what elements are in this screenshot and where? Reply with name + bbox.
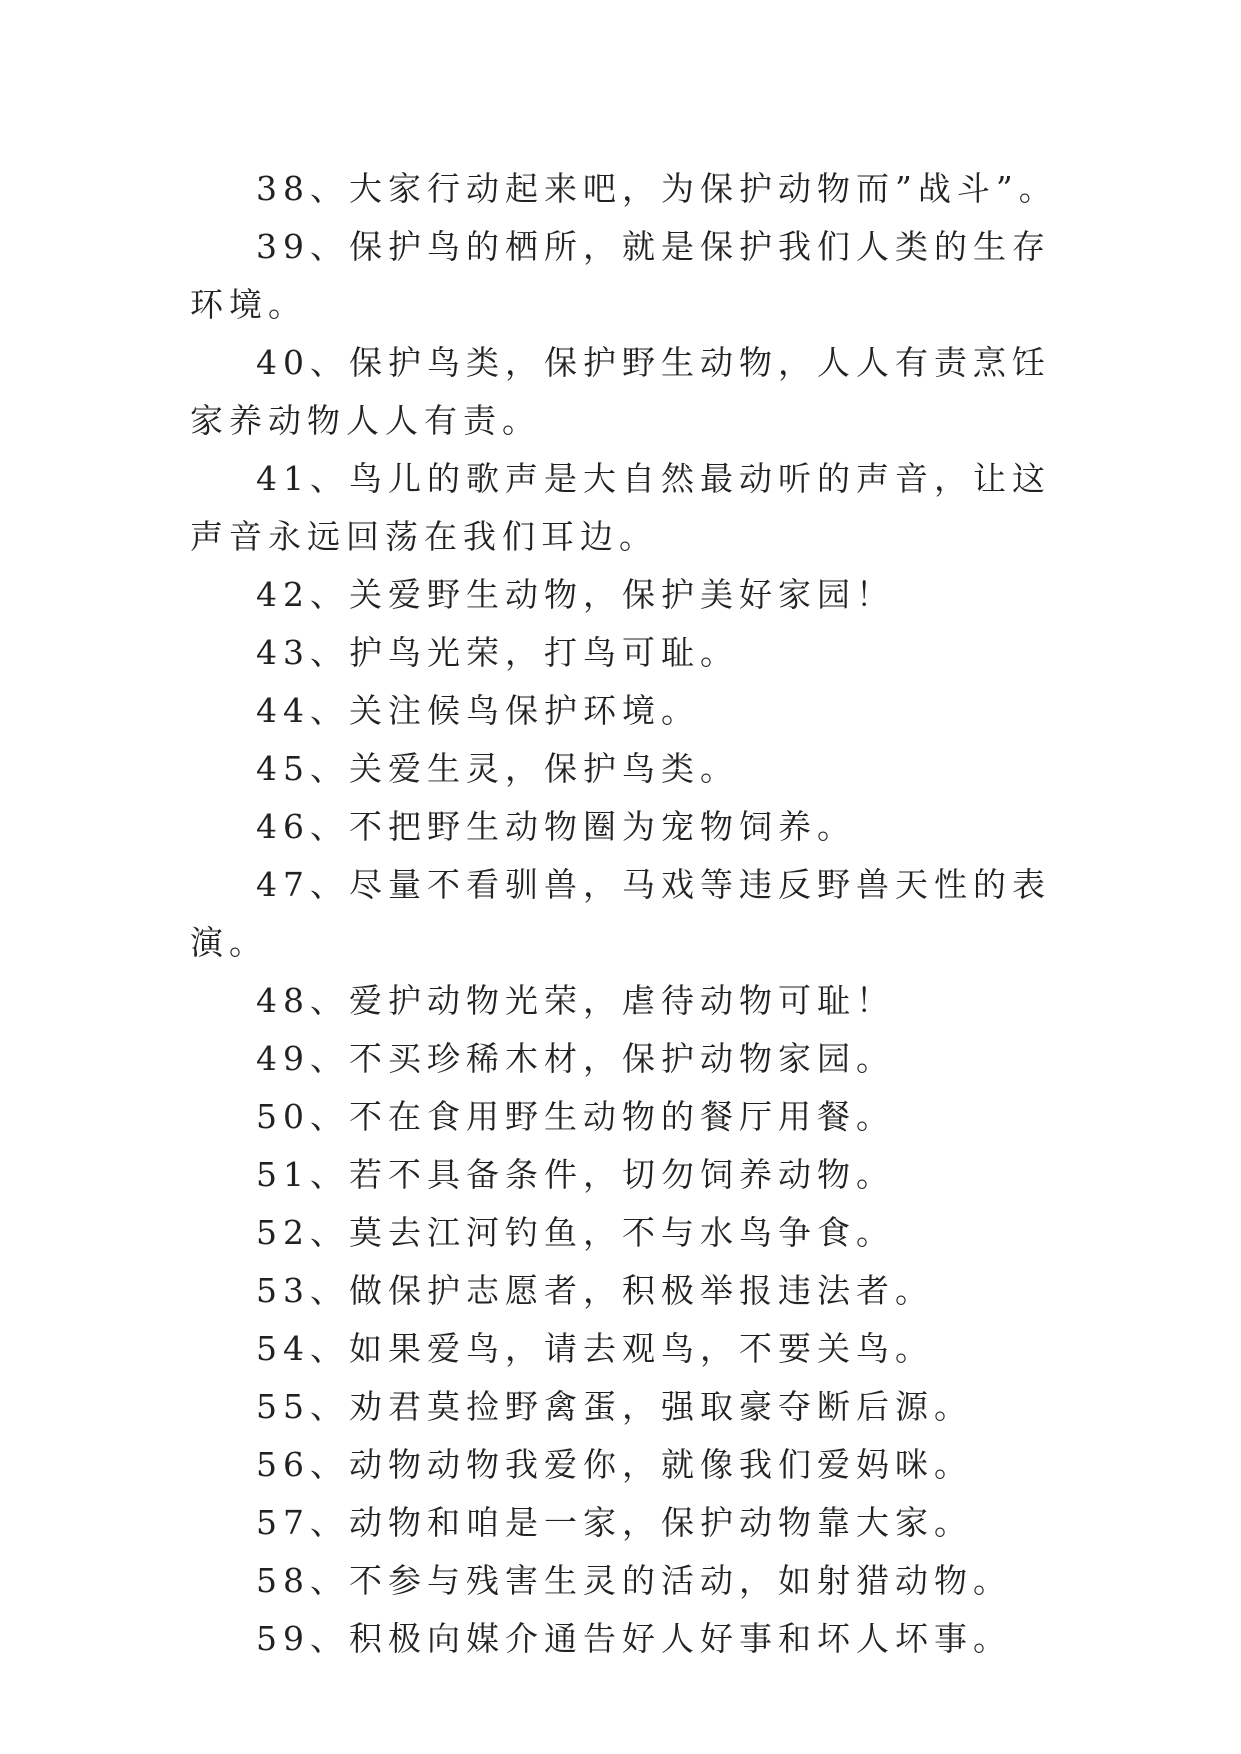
paragraph-54: 54、如果爱鸟，请去观鸟，不要关鸟。: [256, 1329, 934, 1368]
paragraph-39: 39、保护鸟的栖所，就是保护我们人类的生存环境。: [190, 227, 1051, 324]
paragraph-56: 56、动物动物我爱你，就像我们爱妈咪。: [256, 1445, 973, 1484]
paragraph-46: 46、不把野生动物圈为宠物饲养。: [256, 807, 856, 846]
paragraph-44: 44、关注候鸟保护环境。: [256, 691, 700, 730]
document-body: [190, 160, 1060, 1668]
paragraph-57: 57、动物和咱是一家，保护动物靠大家。: [256, 1503, 973, 1542]
paragraph-45: 45、关爱生灵，保护鸟类。: [256, 749, 739, 788]
paragraph-50: 50、不在食用野生动物的餐厅用餐。: [256, 1097, 895, 1136]
paragraph-48: 48、爱护动物光荣，虐待动物可耻！: [256, 981, 895, 1020]
paragraph-43: 43、护鸟光荣，打鸟可耻。: [256, 633, 739, 672]
paragraph-40: 40、保护鸟类，保护野生动物，人人有责烹饪家养动物人人有责。: [190, 343, 1051, 440]
paragraph-53: 53、做保护志愿者，积极举报违法者。: [256, 1271, 934, 1310]
paragraph-38: 38、大家行动起来吧，为保护动物而”战斗”。: [256, 169, 1058, 208]
paragraph-47: 47、尽量不看驯兽，马戏等违反野兽天性的表演。: [190, 865, 1051, 962]
paragraph-49: 49、不买珍稀木材，保护动物家园。: [256, 1039, 895, 1078]
paragraph-41: 41、鸟儿的歌声是大自然最动听的声音，让这声音永远回荡在我们耳边。: [190, 459, 1051, 556]
paragraph-59: 59、积极向媒介通告好人好事和坏人坏事。: [256, 1619, 1012, 1658]
paragraph-42: 42、关爱野生动物，保护美好家园！: [256, 575, 895, 614]
paragraph-52: 52、莫去江河钓鱼，不与水鸟争食。: [256, 1213, 895, 1252]
paragraph-55: 55、劝君莫捡野禽蛋，强取豪夺断后源。: [256, 1387, 973, 1426]
paragraph-58: 58、不参与残害生灵的活动，如射猎动物。: [256, 1561, 1012, 1600]
paragraph-51: 51、若不具备条件，切勿饲养动物。: [256, 1155, 895, 1194]
